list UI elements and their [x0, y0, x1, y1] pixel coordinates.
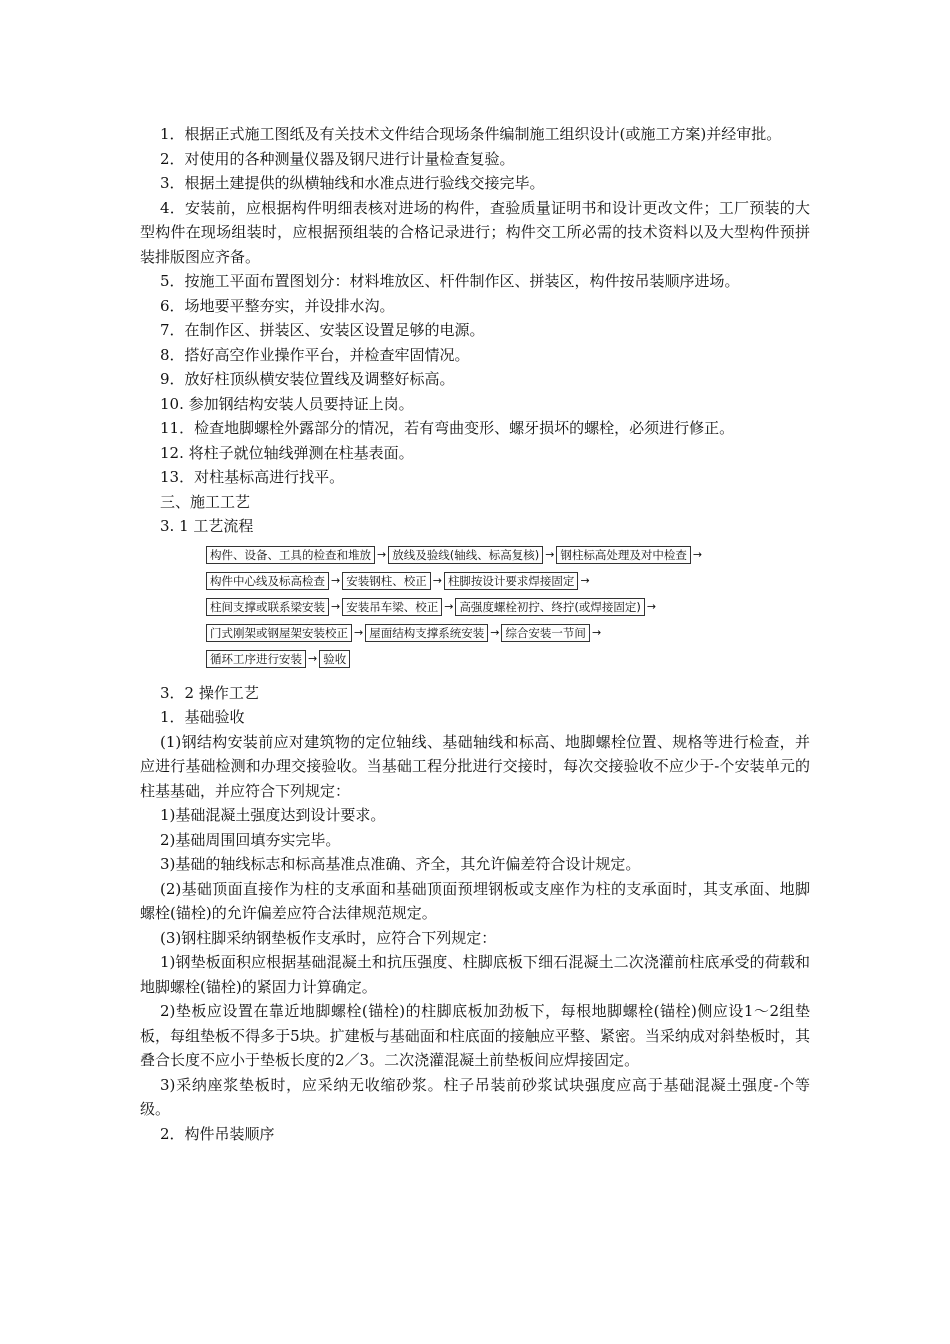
- flow-step: 高强度螺栓初拧、终拧(或焊接固定): [455, 598, 644, 616]
- paragraph: 1)钢垫板面积应根据基础混凝土和抗压强度、柱脚底板下细石混凝土二次浇灌前柱底承受的荷载和地脚螺栓(锚栓)的紧固力计算确定。: [140, 953, 810, 996]
- flow-step: 门式刚架或钢屋架安装校正: [206, 624, 352, 642]
- subsection-heading: 3. 1 工艺流程: [160, 517, 254, 535]
- paragraph: (2)基础顶面直接作为柱的支承面和基础顶面预埋钢板或支座作为柱的支承面时，其支承面、地脚螺栓(锚栓)的允许偏差应符合法律规范规定。: [140, 879, 810, 922]
- list-item: 8．搭好高空作业操作平台，并检查牢固情况。: [160, 345, 470, 364]
- list-item: 5．按施工平面布置图划分：材料堆放区、杆件制作区、拼装区，构件按吊装顺序进场。: [160, 272, 740, 290]
- flow-arrow: →: [692, 548, 703, 561]
- paragraph: (3)钢柱脚采纳钢垫板作支承时，应符合下列规定：: [160, 928, 497, 947]
- flow-arrow: →: [591, 626, 602, 639]
- paragraph: (1)钢结构安装前应对建筑物的定位轴线、基础轴线和标高、地脚螺栓位置、规格等进行检查，并应进行基础检测和办理交接验收。当基础工程分批进行交接时，每次交接验收不应少于-个安装单元的柱基基础，并应符合下列规定：: [140, 732, 810, 800]
- flow-step: 验收: [319, 650, 350, 668]
- flow-row: [206, 597, 658, 617]
- list-item: 7．在制作区、拼装区、安装区设置足够的电源。: [160, 321, 485, 339]
- list-item: 13．对柱基标高进行找平。: [160, 468, 345, 486]
- flow-step: 构件、设备、工具的检查和堆放: [206, 546, 375, 564]
- flow-row: [206, 571, 592, 591]
- subsection-heading: 3．2 操作工艺: [160, 683, 259, 702]
- flow-step: 综合安装一节间: [501, 624, 590, 642]
- flow-step: 柱间支撑或联系梁安装: [206, 598, 329, 616]
- flow-arrow: →: [545, 548, 555, 561]
- paragraph: 3)采纳座浆垫板时，应采纳无收缩砂浆。柱子吊装前砂浆试块强度应高于基础混凝土强度-个等级。: [140, 1075, 810, 1118]
- flow-step: 安装钢柱、校正: [342, 572, 431, 590]
- flow-arrow: →: [354, 626, 364, 639]
- flow-arrow: →: [444, 600, 454, 613]
- flow-arrow: →: [490, 626, 500, 639]
- paragraph: 3)基础的轴线标志和标高基准点准确、齐全，其允许偏差符合设计规定。: [160, 855, 641, 873]
- flow-arrow: →: [331, 600, 341, 613]
- paragraph: 2)基础周围回填夯实完毕。: [160, 830, 341, 849]
- list-item: 3．根据土建提供的纵横轴线和水准点进行验线交接完毕。: [160, 174, 545, 192]
- paragraph: 1)基础混凝土强度达到设计要求。: [160, 806, 386, 824]
- list-item: 1．根据正式施工图纸及有关技术文件结合现场条件编制施工组织设计(或施工方案)并经审批。: [160, 125, 782, 143]
- list-item: 4．安装前，应根据构件明细表核对进场的构件，查验质量证明书和设计更改文件；工厂预装的大型构件在现场组装时，应根据预组装的合格记录进行；构件交工所必需的技术资料以及大型构件预拼装排版图应齐备。: [140, 198, 810, 266]
- flow-row: [206, 649, 350, 669]
- list-item: 9．放好柱顶纵横安装位置线及调整好标高。: [160, 370, 455, 388]
- process-flowchart: [206, 545, 746, 673]
- flow-row: [206, 623, 603, 643]
- list-item: 10. 参加钢结构安装人员要持证上岗。: [160, 394, 414, 413]
- flow-row: [206, 545, 704, 565]
- flow-step: 循环工序进行安装: [206, 650, 306, 668]
- flow-arrow: →: [377, 548, 387, 561]
- flow-step: 放线及验线(轴线、标高复核): [388, 546, 543, 564]
- list-item: 6．场地要平整夯实，并设排水沟。: [160, 296, 395, 315]
- flow-step: 柱脚按设计要求焊接固定: [444, 572, 579, 590]
- list-item: 12. 将柱子就位轴线弹测在柱基表面。: [160, 443, 414, 462]
- document-body: [140, 122, 810, 1146]
- paragraph: 2)垫板应设置在靠近地脚螺栓(锚栓)的柱脚底板加劲板下，每根地脚螺栓(锚栓)侧应设1～2组垫板，每组垫板不得多于5块。扩建板与基础面和柱底面的接触应平整、紧密。当采纳成对斜垫板时，其叠合长度不应小于垫板长度的2／3。二次浇灌混凝土前垫板间应焊接固定。: [140, 1002, 810, 1069]
- flow-arrow: →: [331, 574, 341, 587]
- flow-step: 屋面结构支撑系统安装: [365, 624, 488, 642]
- section-heading: 三、施工工艺: [160, 492, 251, 511]
- flow-arrow: →: [580, 574, 590, 587]
- flow-step: 构件中心线及标高检查: [206, 572, 329, 590]
- flow-step: 钢柱标高处理及对中检查: [556, 546, 691, 564]
- paragraph: 1．基础验收: [160, 708, 245, 726]
- flow-arrow: →: [646, 600, 657, 613]
- paragraph: 2．构件吊装顺序: [160, 1124, 275, 1143]
- flow-arrow: →: [308, 652, 318, 665]
- flow-step: 安装吊车梁、校正: [342, 598, 442, 616]
- flow-arrow: →: [432, 574, 442, 587]
- list-item: 11．检查地脚螺栓外露部分的情况，若有弯曲变形、螺牙损坏的螺栓，必须进行修正。: [160, 419, 735, 437]
- list-item: 2．对使用的各种测量仪器及钢尺进行计量检查复验。: [160, 149, 515, 168]
